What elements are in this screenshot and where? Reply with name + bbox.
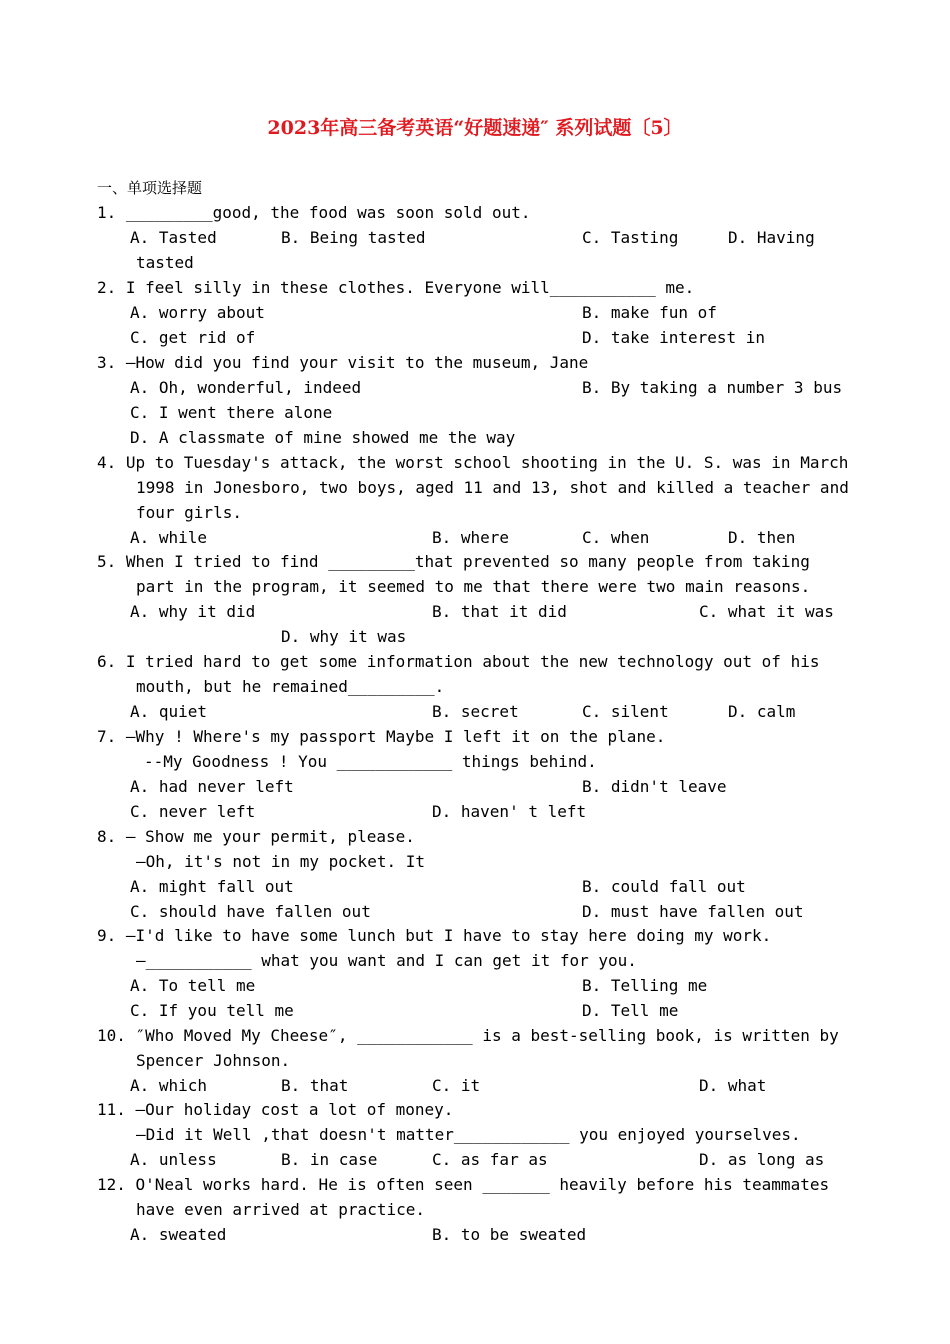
question-11-reply: —Did it Well ,that doesn't matter____________ you enjoyed yourselves. <box>136 1125 801 1144</box>
option-2a: A. worry about <box>130 303 265 322</box>
option-10c: C. it <box>432 1076 481 1095</box>
option-2b: B. make fun of <box>582 303 717 322</box>
option-7a: A. had never left <box>130 777 294 796</box>
question-9: 9. —I'd like to have some lunch but I have to stay here doing my work. <box>97 926 772 945</box>
option-9d: D. Tell me <box>582 1001 679 1020</box>
question-12-cont: have even arrived at practice. <box>136 1200 425 1219</box>
question-5: 5. When I tried to find _________that prevented so many people from taking <box>97 552 810 571</box>
question-6-cont: mouth, but he remained_________. <box>136 677 445 696</box>
option-9b: B. Telling me <box>582 976 708 995</box>
option-6a: A. quiet <box>130 702 208 721</box>
question-7: 7. —Why ! Where's my passport Maybe I left it on the plane. <box>97 727 666 746</box>
option-8b: B. could fall out <box>582 877 746 896</box>
option-3a: A. Oh, wonderful, indeed <box>130 378 362 397</box>
option-12b: B. to be sweated <box>432 1225 587 1244</box>
option-2c: C. get rid of <box>130 328 256 347</box>
option-5d: D. why it was <box>281 627 407 646</box>
page-title: 2023年高三备考英语“好题速递″ 系列试题〔5〕 <box>267 117 683 139</box>
question-1: 1. _________good, the food was soon sold out. <box>97 203 531 222</box>
question-5-cont: part in the program, it seemed to me that there were two main reasons. <box>136 577 811 596</box>
option-10b: B. that <box>281 1076 349 1095</box>
option-3c: C. I went there alone <box>130 403 333 422</box>
option-1b: B. Being tasted <box>281 228 426 247</box>
option-12a: A. sweated <box>130 1225 227 1244</box>
option-6c: C. silent <box>582 702 669 721</box>
option-11c: C. as far as <box>432 1150 548 1169</box>
option-11a: A. unless <box>130 1150 217 1169</box>
question-8: 8. — Show me your permit, please. <box>97 827 415 846</box>
option-1c: C. Tasting <box>582 228 679 247</box>
question-11: 11. —Our holiday cost a lot of money. <box>97 1100 454 1119</box>
option-5a: A. why it did <box>130 602 256 621</box>
option-4b: B. where <box>432 528 510 547</box>
option-8a: A. might fall out <box>130 877 294 896</box>
option-9a: A. To tell me <box>130 976 256 995</box>
option-4a: A. while <box>130 528 208 547</box>
option-2d: D. take interest in <box>582 328 766 347</box>
option-8d: D. must have fallen out <box>582 902 804 921</box>
option-4c: C. when <box>582 528 650 547</box>
question-2: 2. I feel silly in these clothes. Everyone will___________ me. <box>97 278 695 297</box>
question-9-reply: —___________ what you want and I can get it for you. <box>136 951 637 970</box>
option-11b: B. in case <box>281 1150 378 1169</box>
option-3d: D. A classmate of mine showed me the way <box>130 428 516 447</box>
option-6b: B. secret <box>432 702 519 721</box>
option-7d: D. haven' t left <box>432 802 587 821</box>
question-7-reply: --My Goodness ! You ____________ things behind. <box>144 752 597 771</box>
option-7b: B. didn't leave <box>582 777 727 796</box>
question-6: 6. I tried hard to get some information about the new technology out of his <box>97 652 820 671</box>
option-9c: C. If you tell me <box>130 1001 294 1020</box>
option-1d-cont: tasted <box>136 253 194 272</box>
option-3b: B. By taking a number 3 bus <box>582 378 843 397</box>
option-1a: A. Tasted <box>130 228 217 247</box>
question-10-cont: Spencer Johnson. <box>136 1051 291 1070</box>
question-4: 4. Up to Tuesday's attack, the worst school shooting in the U. S. was in March <box>97 453 849 472</box>
option-4d: D. then <box>728 528 796 547</box>
question-4-cont: 1998 in Jonesboro, two boys, aged 11 and 13, shot and killed a teacher and <box>136 478 849 497</box>
question-4-cont2: four girls. <box>136 503 242 522</box>
option-7c: C. never left <box>130 802 256 821</box>
option-8c: C. should have fallen out <box>130 902 371 921</box>
question-12: 12. O'Neal works hard. He is often seen _______ heavily before his teammates <box>97 1175 830 1194</box>
option-6d: D. calm <box>728 702 796 721</box>
option-5c: C. what it was <box>699 602 834 621</box>
option-11d: D. as long as <box>699 1150 825 1169</box>
option-10a: A. which <box>130 1076 208 1095</box>
section-heading: 一、单项选择题 <box>97 179 203 197</box>
option-5b: B. that it did <box>432 602 567 621</box>
question-10: 10. ″Who Moved My Cheese″, ____________ is a best-selling book, is written by <box>97 1026 839 1045</box>
option-1d: D. Having <box>728 228 815 247</box>
question-3: 3. —How did you find your visit to the museum, Jane <box>97 353 589 372</box>
option-10d: D. what <box>699 1076 767 1095</box>
question-8-reply: —Oh, it's not in my pocket. It <box>136 852 425 871</box>
